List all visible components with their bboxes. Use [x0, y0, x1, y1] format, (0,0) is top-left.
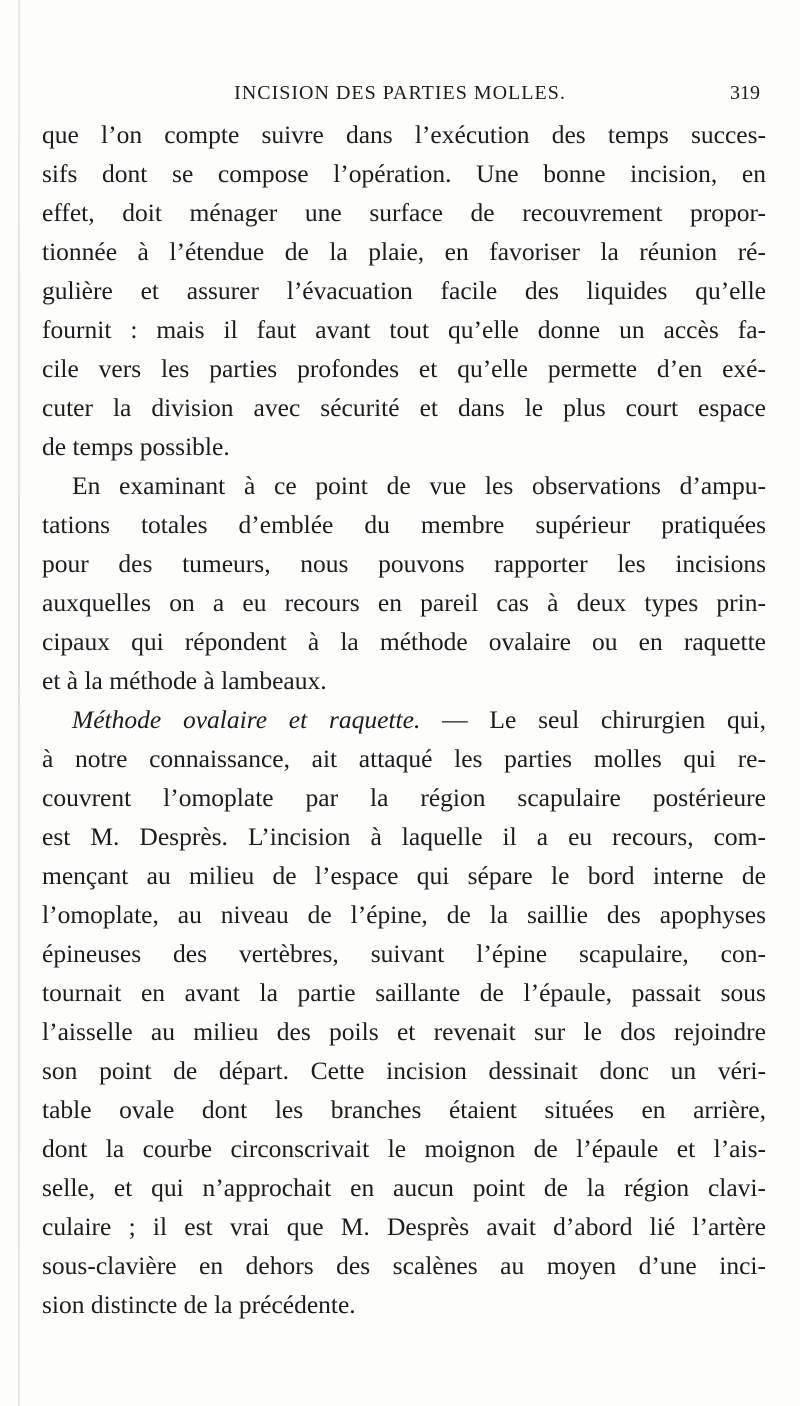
text-line: que l’on compte suivre dans l’exécution des temps succes-: [42, 120, 766, 149]
text-line: fournit : mais il faut avant tout qu’elle donne un accès fa-: [42, 315, 766, 344]
text-line: gulière et assurer l’évacuation facile des liquides qu’elle: [42, 276, 766, 305]
text-line: culaire ; il est vrai que M. Desprès avait d’abord lié l’artère: [42, 1212, 766, 1241]
text-line: table ovale dont les branches étaient situées en arrière,: [42, 1095, 766, 1124]
text-line: cile vers les parties profondes et qu’elle permette d’en exé-: [42, 354, 766, 383]
text-line: cuter la division avec sécurité et dans le plus court espace: [42, 393, 766, 422]
text-line: tionnée à l’étendue de la plaie, en favoriser la réunion ré-: [42, 237, 766, 266]
text-line-continuation: — Le seul chirurgien qui,: [442, 705, 766, 734]
text-line: épineuses des vertèbres, suivant l’épine scapulaire, con-: [42, 939, 766, 968]
section-heading: Méthode ovalaire et raquette.: [72, 705, 421, 734]
text-line: l’aisselle au milieu des poils et revenait sur le dos rejoindre: [42, 1017, 766, 1046]
running-title: INCISION DES PARTIES MOLLES.: [234, 82, 566, 104]
text-line: son point de départ. Cette incision dessinait donc un véri-: [42, 1056, 766, 1085]
text-line: est M. Desprès. L’incision à laquelle il a eu recours, com-: [42, 822, 766, 851]
page-gutter-shadow: [18, 0, 20, 1406]
text-line: effet, doit ménager une surface de recouvrement propor-: [42, 198, 766, 227]
text-line: tations totales d’emblée du membre supérieur pratiquées: [42, 510, 766, 539]
text-line: couvrent l’omoplate par la région scapulaire postérieure: [42, 783, 766, 812]
text-line: cipaux qui répondent à la méthode ovalaire ou en raquette: [42, 627, 766, 656]
text-line: tournait en avant la partie saillante de l’épaule, passait sous: [42, 978, 766, 1007]
text-line: mençant au milieu de l’espace qui sépare le bord interne de: [42, 861, 766, 890]
text-line: dont la courbe circonscrivait le moignon de l’épaule et l’ais-: [42, 1134, 766, 1163]
text-line: à notre connaissance, ait attaqué les parties molles qui re-: [42, 744, 766, 773]
section-heading-line: [72, 700, 766, 739]
text-line: En examinant à ce point de vue les observations d’ampu-: [72, 471, 766, 500]
text-line: sifs dont se compose l’opération. Une bonne incision, en: [42, 159, 766, 188]
text-line: sion distincte de la précédente.: [42, 1290, 356, 1319]
text-line: selle, et qui n’approchait en aucun point de la région clavi-: [42, 1173, 766, 1202]
text-line: l’omoplate, au niveau de l’épine, de la saillie des apophyses: [42, 900, 766, 929]
page-number: 319: [730, 82, 760, 104]
text-line: et à la méthode à lambeaux.: [42, 666, 327, 695]
text-line: auxquelles on a eu recours en pareil cas à deux types prin-: [42, 588, 766, 617]
text-line: pour des tumeurs, nous pouvons rapporter les incisions: [42, 549, 766, 578]
text-line: sous-clavière en dehors des scalènes au moyen d’une inci-: [42, 1251, 766, 1280]
text-line: de temps possible.: [42, 432, 230, 461]
